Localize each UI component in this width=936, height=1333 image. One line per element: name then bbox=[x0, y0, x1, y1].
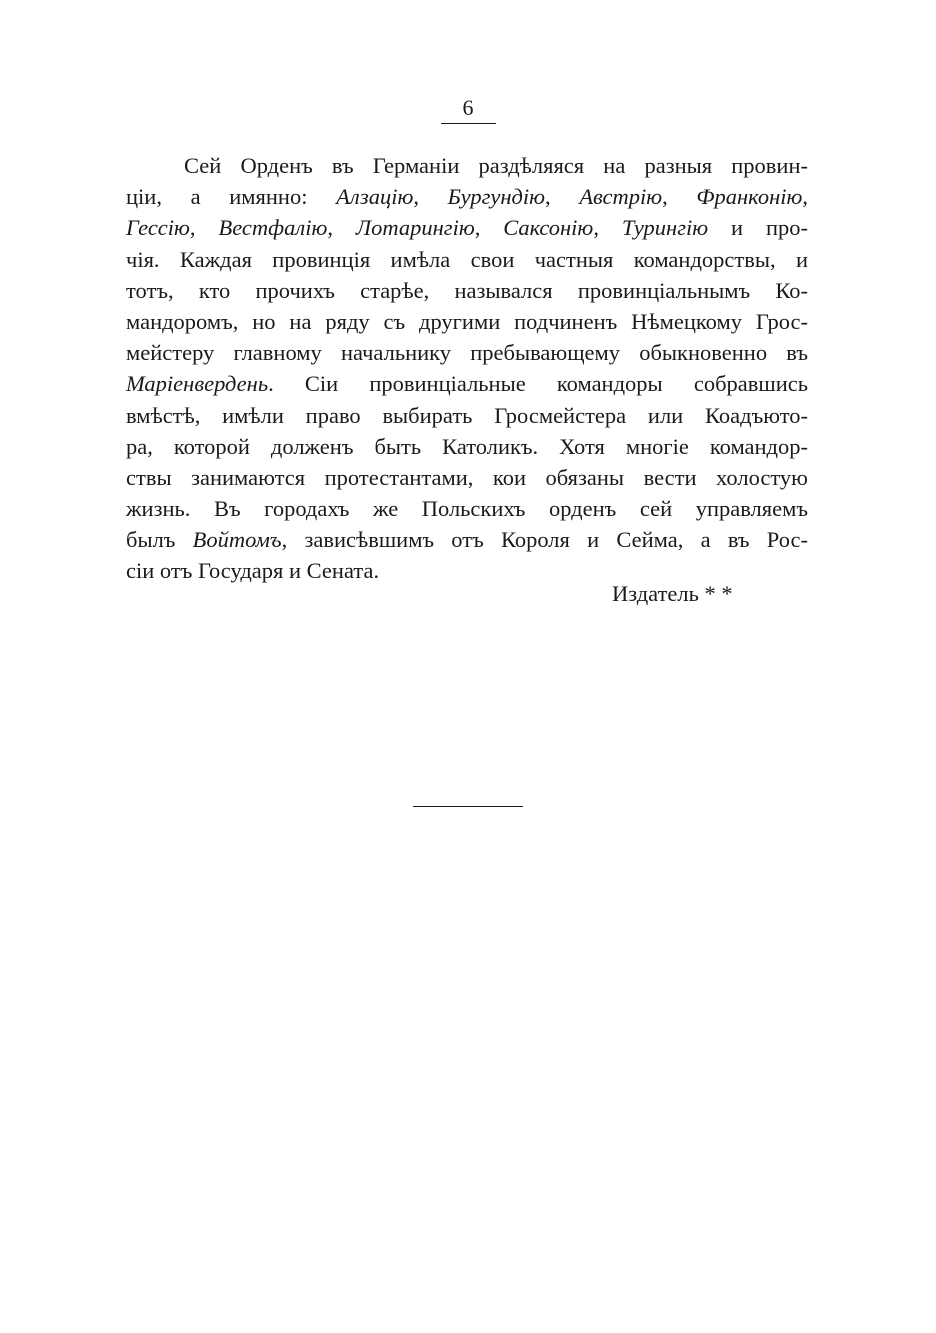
text-segment: . Сіи провинціальные командоры собравшись bbox=[268, 371, 808, 397]
text-segment: , bbox=[327, 215, 356, 241]
italic-name: Гессію bbox=[126, 215, 190, 241]
italic-name: Войтомъ bbox=[192, 527, 282, 553]
end-rule bbox=[413, 806, 523, 807]
italic-name: Алзацію bbox=[336, 184, 414, 210]
text-line bbox=[126, 524, 808, 555]
text-line bbox=[126, 244, 808, 275]
italic-name: Австрію bbox=[579, 184, 663, 210]
text-segment: жизнь. Въ городахъ же Польскихъ орденъ сей управляемъ bbox=[126, 496, 808, 522]
text-segment: , bbox=[545, 184, 580, 210]
text-segment: мейстеру главному начальнику пребывающему обыкновенно въ bbox=[126, 340, 808, 366]
text-line bbox=[126, 150, 808, 181]
text-segment: вмѣстѣ, имѣли право выбирать Гросмейстера или Коадъюто- bbox=[126, 402, 808, 428]
page-number-rule bbox=[441, 123, 496, 124]
text-line bbox=[126, 275, 808, 306]
italic-name: Вестфалію bbox=[218, 215, 328, 241]
page-number: 6 bbox=[462, 95, 474, 120]
text-line bbox=[126, 181, 808, 212]
italic-name: Франконію bbox=[696, 184, 803, 210]
text-line bbox=[126, 368, 808, 399]
text-segment: , bbox=[802, 184, 808, 210]
text-line bbox=[126, 462, 808, 493]
text-line bbox=[126, 337, 808, 368]
italic-name: Турингію bbox=[621, 215, 709, 241]
text-segment: чія. Каждая провинція имѣла свои частныя командорствы, и bbox=[126, 246, 808, 272]
italic-name: Саксонію bbox=[503, 215, 594, 241]
text-segment: и про- bbox=[708, 215, 809, 241]
text-segment: былъ bbox=[126, 527, 193, 553]
text-segment: Сей Орденъ въ Германіи раздѣляяся на разныя провин- bbox=[184, 153, 808, 178]
text-segment: , bbox=[189, 215, 219, 241]
text-line bbox=[126, 306, 808, 337]
italic-name: Лотарингію bbox=[355, 215, 475, 241]
text-segment: , bbox=[593, 215, 622, 241]
italic-name: Бургундію bbox=[447, 184, 546, 210]
text-segment: ціи, а имянно: bbox=[126, 184, 337, 210]
text-line bbox=[126, 493, 808, 524]
publisher-signature: Издатель * * bbox=[612, 581, 733, 606]
text-line bbox=[126, 431, 808, 462]
text-segment: ра, которой долженъ быть Католикъ. Хотя многіе командор- bbox=[126, 433, 808, 459]
text-segment: мандоромъ, но на ряду съ другими подчиненъ Нѣмецкому Грос- bbox=[126, 308, 808, 334]
text-segment: сіи отъ Государя и Сената. bbox=[126, 558, 380, 584]
body-paragraph bbox=[126, 150, 808, 587]
text-line bbox=[126, 400, 808, 431]
text-segment: , bbox=[662, 184, 697, 210]
italic-name: Маріенвердень bbox=[126, 371, 269, 397]
text-line bbox=[126, 212, 808, 243]
text-segment: ствы занимаются протестантами, кои обязаны вести холостую bbox=[126, 464, 808, 490]
text-segment: , bbox=[474, 215, 504, 241]
text-segment: , bbox=[413, 184, 448, 210]
text-segment: , зависѣвшимъ отъ Короля и Сейма, а въ Рос- bbox=[281, 527, 808, 553]
text-segment: тотъ, кто прочихъ старѣе, назывался провинціальнымъ Ко- bbox=[126, 277, 808, 303]
